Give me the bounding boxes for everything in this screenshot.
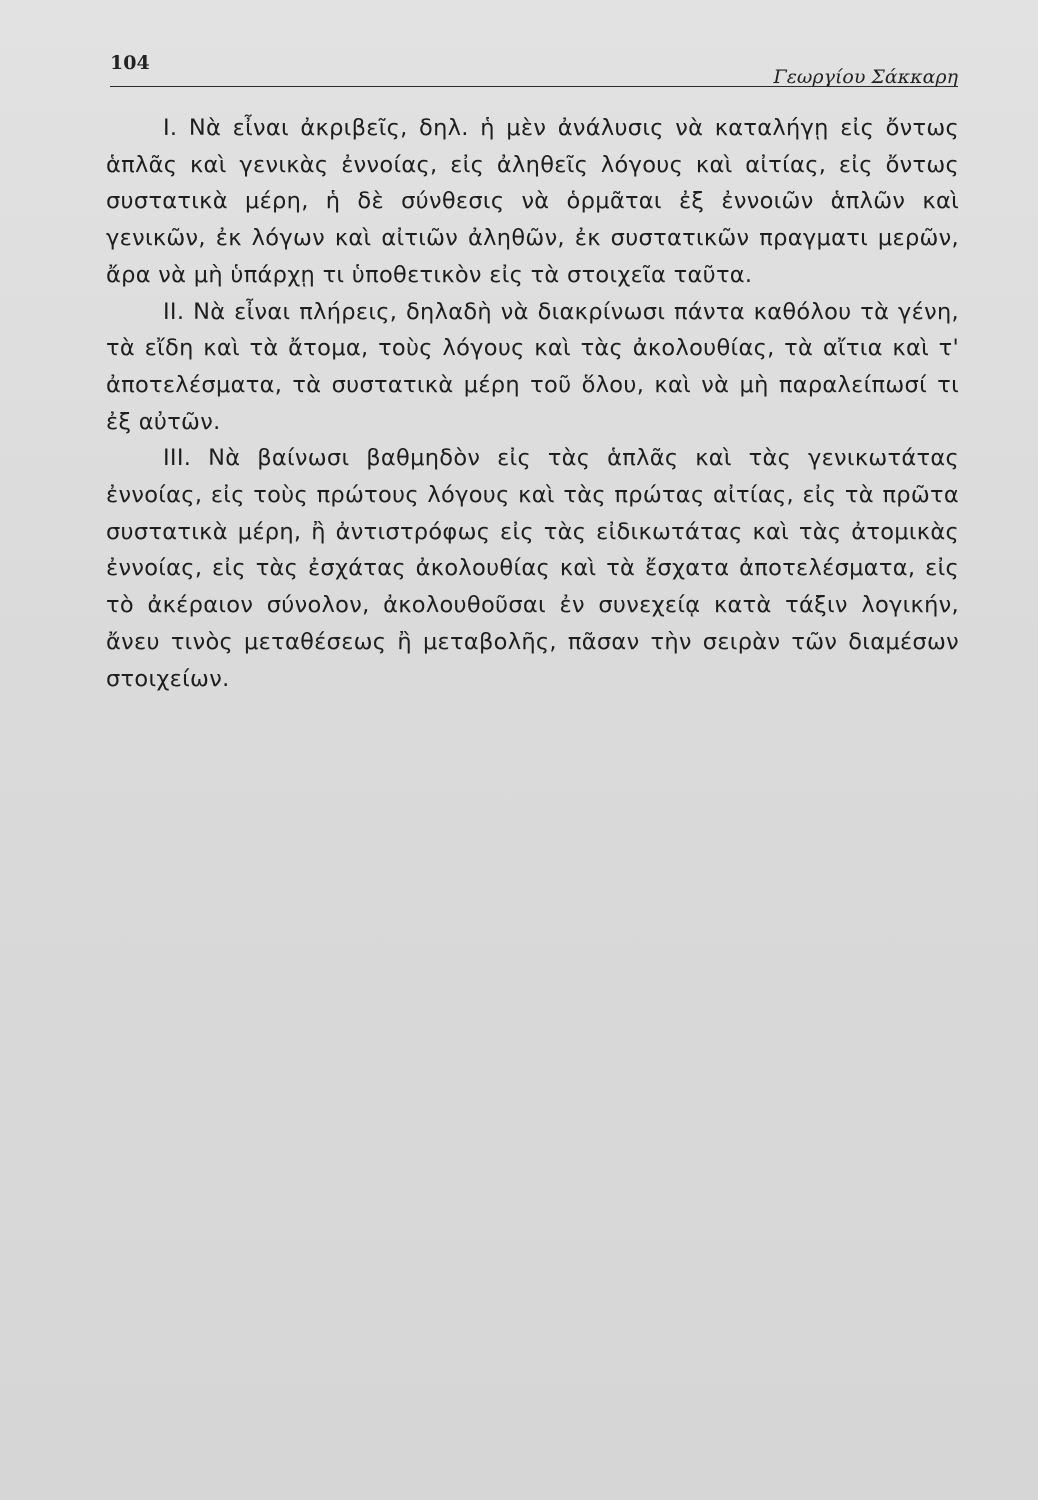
- running-head: Γεωργίου Σάκκαρη: [773, 66, 958, 88]
- page-number: 104: [110, 52, 150, 74]
- paragraph-1: I. Νὰ εἶναι ἀκριβεῖς, δηλ. ἡ μὲν ἀνάλυσις νὰ καταλήγῃ εἰς ὄντως ἁπλᾶς καὶ γενικὰς ἐννοίας, εἰς ἀληθεῖς λόγους καὶ αἰτίας, εἰς ὄντως συστατικὰ μέρη, ἡ δὲ σύνθεσις νὰ ὁρμᾶται ἐξ ἐννοιῶν ἁπλῶν καὶ γενικῶν, ἐκ λόγων καὶ αἰτιῶν ἀληθῶν, ἐκ συστατικῶν πραγματι μερῶν, ἄρα νὰ μὴ ὑπάρχῃ τι ὑποθετικὸν εἰς τὰ στοιχεῖα ταῦτα.: [106, 115, 959, 288]
- header-rule: [110, 86, 958, 87]
- paragraph-2: II. Νὰ εἶναι πλήρεις, δηλαδὴ νὰ διακρίνωσι πάντα καθόλου τὰ γένη, τὰ εἴδη καὶ τὰ ἄτομα, τοὺς λόγους καὶ τὰς ἀκολουθίας, τὰ αἴτια καὶ τ' ἀποτελέσματα, τὰ συστατικὰ μέρη τοῦ ὅλου, καὶ νὰ μὴ παραλείπωσί τι ἐξ αὐτῶν.: [106, 298, 959, 435]
- body-text: [106, 110, 959, 697]
- paragraph-3: III. Νὰ βαίνωσι βαθμηδὸν εἰς τὰς ἁπλᾶς καὶ τὰς γενικωτάτας ἐννοίας, εἰς τοὺς πρώτους λόγους καὶ τὰς πρώτας αἰτίας, εἰς τὰ πρῶτα συστατικὰ μέρη, ἢ ἀντιστρόφως εἰς τὰς εἰδικωτάτας καὶ τὰς ἀτομικὰς ἐννοίας, εἰς τὰς ἐσχάτας ἀκολουθίας καὶ τὰ ἔσχατα ἀποτελέσματα, εἰς τὸ ἀκέραιον σύνολον, ἀκολουθοῦσαι ἐν συνεχείᾳ κατὰ τάξιν λογικήν, ἄνευ τινὸς μεταθέσεως ἢ μεταβολῆς, πᾶσαν τὴν σειρὰν τῶν διαμέσων στοιχείων.: [106, 445, 959, 692]
- page-header: [110, 48, 958, 88]
